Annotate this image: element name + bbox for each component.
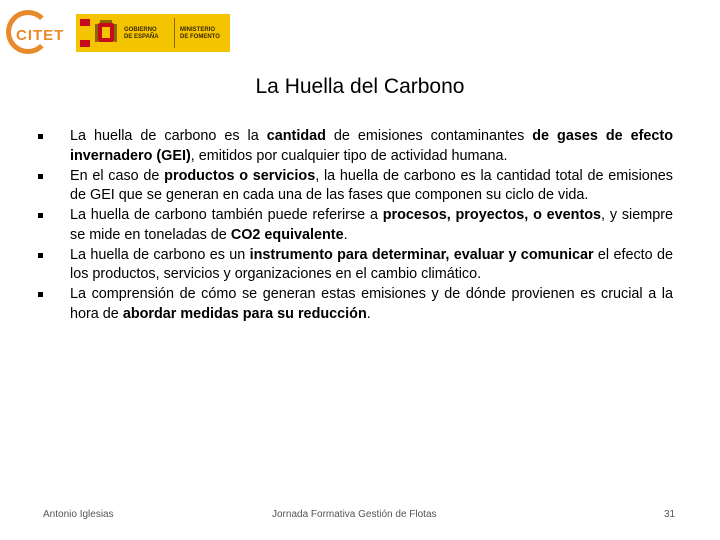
bullet-marker-icon xyxy=(38,174,43,179)
bullet-text-bold: procesos, proyectos, o eventos xyxy=(382,207,602,223)
bullet-text-bold: instrumento para determinar, evaluar y comunicar xyxy=(249,246,594,263)
footer-author: Antonio Iglesias xyxy=(43,509,114,520)
bullet-text: La huella de carbono también puede referirse a xyxy=(70,207,383,223)
citet-logo xyxy=(6,10,66,55)
ministry-text xyxy=(180,27,220,41)
bullet-marker-icon xyxy=(38,213,43,218)
coat-of-arms-icon xyxy=(94,20,118,46)
bullet-marker-icon xyxy=(38,134,43,139)
ministry-line-2: DE FOMENTO xyxy=(180,34,220,40)
bullet-text: La huella de carbono es la xyxy=(70,128,267,144)
bullet-text: En el caso de xyxy=(70,167,165,184)
bullet-text: de emisiones contaminantes xyxy=(325,128,533,144)
bullet-marker-icon xyxy=(38,253,43,258)
bullet-text: el efecto de los productos, servicios y organizaciones en el cambio climático. xyxy=(70,246,673,282)
bullet-marker-icon xyxy=(38,292,43,297)
bullet-text: La huella de carbono es un xyxy=(70,246,250,263)
bullet-item xyxy=(38,167,673,206)
bullet-text: La comprensión de cómo se generan estas emisiones y de dónde provienen es crucial a la hora de xyxy=(70,286,673,322)
spain-flag-icon xyxy=(80,19,90,47)
bullet-item xyxy=(38,127,673,166)
bullet-text-bold: productos o servicios xyxy=(164,167,316,184)
bullet-item xyxy=(38,206,673,245)
bullet-text-bold: de gases de efecto invernadero (GEI) xyxy=(70,128,673,164)
government-line-1: GOBIERNO xyxy=(124,27,157,33)
bullet-text-bold: CO2 equivalente xyxy=(230,226,344,243)
bullet-text: , la huella de carbono es la cantidad total de emisiones de GEI que se generan en cada una de las fases que componen su ciclo de vida. xyxy=(70,167,674,203)
page-number: 31 xyxy=(664,509,676,520)
citet-logo-text: CITET xyxy=(16,27,65,44)
government-text xyxy=(124,27,159,41)
government-logo xyxy=(76,14,230,52)
bullet-text-bold: cantidad xyxy=(266,128,326,144)
ministry-line-1: MINISTERIO xyxy=(180,27,216,33)
bullet-text: . xyxy=(343,226,348,243)
bullet-item xyxy=(38,285,673,324)
bullet-text: , y siempre se mide en toneladas de xyxy=(70,207,674,243)
bullet-text: , emitidos por cualquier tipo de actividad humana. xyxy=(190,147,508,164)
bullet-item xyxy=(38,246,673,285)
bullet-list xyxy=(38,127,673,325)
bullet-text-bold: abordar medidas para su reducción xyxy=(122,305,367,322)
government-line-2: DE ESPAÑA xyxy=(124,34,159,40)
footer-event: Jornada Formativa Gestión de Flotas xyxy=(272,509,437,520)
logo-divider xyxy=(174,18,175,48)
slide-title: La Huella del Carbono xyxy=(255,75,465,98)
bullet-text: . xyxy=(366,305,371,322)
